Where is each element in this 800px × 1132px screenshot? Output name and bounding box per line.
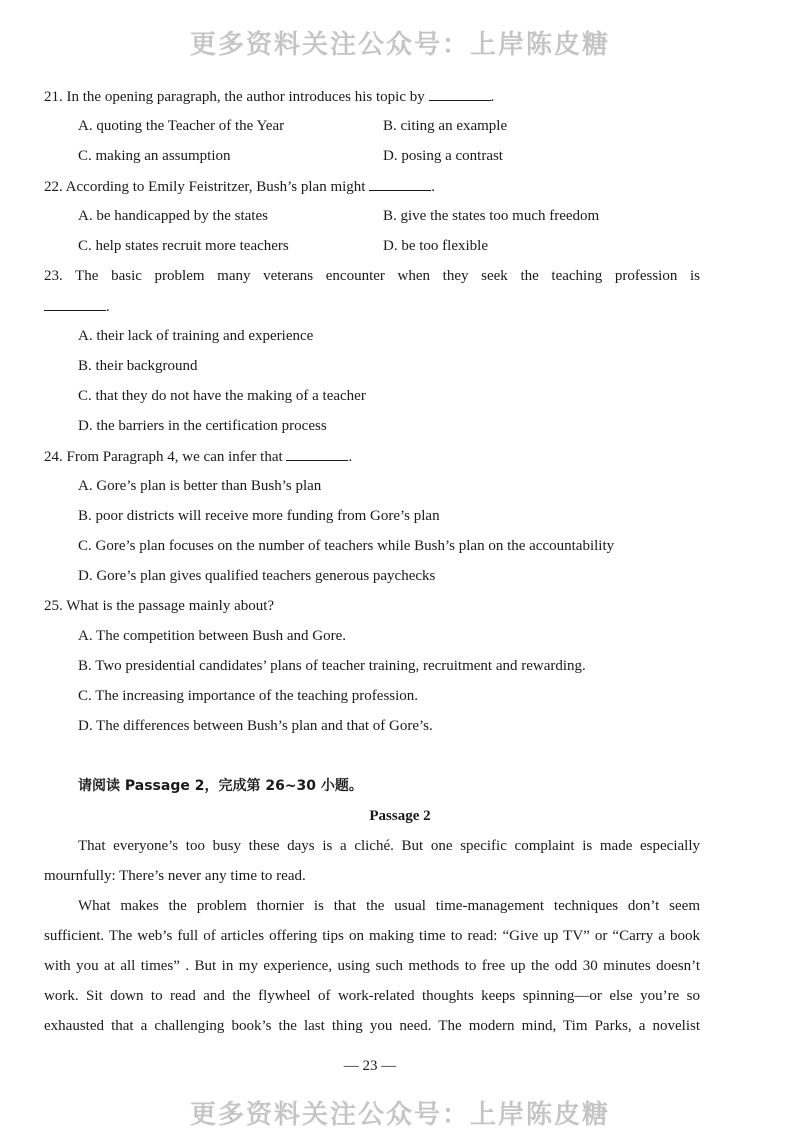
question-25-option-c: C. The increasing importance of the teaching profession.: [78, 688, 419, 704]
paragraph-2-line-3: with you at all times” . But in my experience, using such methods to free up the odd 30 minutes doesn’t: [44, 958, 700, 974]
answer-blank: [286, 446, 348, 461]
question-22-option-c: C. help states recruit more teachers: [78, 238, 289, 254]
question-25-option-a: A. The competition between Bush and Gore.: [78, 628, 346, 644]
question-24-option-d: D. Gore’s plan gives qualified teachers generous paychecks: [78, 568, 436, 584]
question-23-option-a: A. their lack of training and experience: [78, 328, 314, 344]
question-21-option-a: A. quoting the Teacher of the Year: [78, 118, 285, 134]
answer-blank: [369, 176, 431, 191]
question-22-stem: 22. According to Emily Feistritzer, Bush’s plan might .: [44, 176, 435, 197]
question-23-option-d: D. the barriers in the certification process: [78, 418, 327, 434]
question-22-option-d: D. be too flexible: [383, 238, 488, 254]
question-25-option-d: D. The differences between Bush’s plan and that of Gore’s.: [78, 718, 433, 734]
watermark-bottom: 更多资料关注公众号：上岸陈皮糖: [189, 1100, 610, 1130]
question-25-stem: 25. What is the passage mainly about?: [44, 598, 275, 614]
passage-title: Passage 2: [369, 808, 431, 824]
question-24-option-b: B. poor districts will receive more funding from Gore’s plan: [78, 508, 440, 524]
question-21-option-b: B. citing an example: [383, 118, 508, 134]
question-24-option-a: A. Gore’s plan is better than Bush’s plan: [78, 478, 322, 494]
paragraph-1-line-1: That everyone’s too busy these days is a cliché. But one specific complaint is made especially: [78, 838, 700, 854]
question-21-option-c: C. making an assumption: [78, 148, 231, 164]
question-22-option-b: B. give the states too much freedom: [383, 208, 600, 224]
paragraph-2-line-5: exhausted that a challenging book’s the last thing you need. The modern mind, Tim Parks, a novelist: [44, 1018, 700, 1034]
question-23-option-c: C. that they do not have the making of a teacher: [78, 388, 366, 404]
answer-blank: [429, 86, 491, 101]
question-24-stem: 24. From Paragraph 4, we can infer that .: [44, 446, 352, 467]
paragraph-2-line-1: What makes the problem thornier is that the usual time-management techniques don’t seem: [78, 898, 700, 914]
paragraph-2-line-2: sufficient. The web’s full of articles offering tips on making time to read: “Give up TV” or “Carry a book: [44, 928, 700, 944]
question-23-stem: 23. The basic problem many veterans encounter when they seek the teaching profession is: [44, 268, 700, 284]
paragraph-1-line-2: mournfully: There’s never any time to read.: [44, 868, 306, 884]
question-22-option-a: A. be handicapped by the states: [78, 208, 268, 224]
question-21-option-d: D. posing a contrast: [383, 148, 503, 164]
watermark-top: 更多资料关注公众号：上岸陈皮糖: [189, 30, 610, 60]
answer-blank: [44, 296, 106, 311]
question-23-option-b: B. their background: [78, 358, 198, 374]
section-instruction: 请阅读 Passage 2，完成第 26~30 小题。: [78, 778, 363, 794]
paragraph-2-line-4: work. Sit down to read and the flywheel of work-related thoughts keeps spinning—or else you’re so: [44, 988, 700, 1004]
question-23-blank-line: .: [44, 296, 110, 317]
question-25-option-b: B. Two presidential candidates’ plans of teacher training, recruitment and rewarding.: [78, 658, 586, 674]
question-24-option-c: C. Gore’s plan focuses on the number of teachers while Bush’s plan on the accountability: [78, 538, 615, 554]
question-21-stem: 21. In the opening paragraph, the author introduces his topic by .: [44, 86, 494, 107]
page-number: — 23 —: [343, 1058, 397, 1074]
